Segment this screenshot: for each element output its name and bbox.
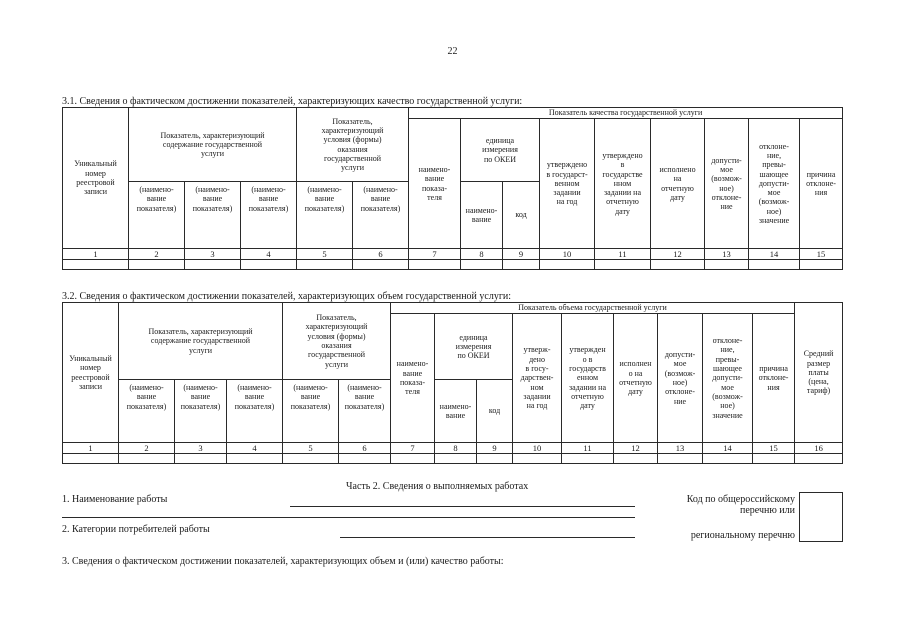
table-cell[interactable] (705, 260, 749, 270)
table-cell[interactable] (461, 260, 503, 270)
header-text-line: Показатель, характеризующий (148, 327, 253, 337)
item-3-heading: 3. Сведения о фактическом достижении показателей, характеризующих объем и (или) качество работы: (62, 556, 504, 567)
header-text-line: мое (673, 359, 687, 369)
header-text-line: теля (427, 192, 442, 202)
header-text-line: на (673, 174, 682, 184)
header-text-line: отклоне- (758, 373, 789, 383)
header-text-line: в государст- (546, 169, 588, 179)
header-unit-name (461, 182, 503, 249)
header-text-line: ние (673, 396, 687, 406)
header-text-line: теля (405, 387, 420, 397)
header-text-line: ния (767, 382, 780, 392)
table-row (63, 454, 843, 464)
header-text-line: наимено- (396, 359, 429, 369)
header-text-line: задании (523, 391, 551, 401)
column-number: 3 (175, 443, 227, 454)
header-text-line: Показатель, характеризующий (160, 130, 265, 140)
header-text-line: Уникальный (74, 159, 117, 169)
header-text-line: услуги (200, 149, 225, 159)
header-text-line: ния (814, 188, 828, 198)
header-text-line: мое (720, 164, 733, 174)
table-cell[interactable] (185, 260, 241, 270)
header-text-line: (наимено- (347, 383, 382, 392)
header-text-line: задании (553, 188, 581, 198)
section-3-2-heading: 3.2. Сведения о фактическом достижении показателей, характеризующих объем государственной услуги: (62, 291, 512, 302)
column-number: 13 (658, 443, 703, 454)
header-text-line: вание (424, 174, 445, 184)
header-unit-code: код (477, 380, 513, 443)
table-cell[interactable] (651, 260, 705, 270)
header-text-line: показателя) (290, 401, 331, 411)
header-approved-date (595, 119, 651, 249)
header-text-line: государственной (308, 350, 366, 360)
header-text-line: условия (формы) (307, 331, 366, 341)
column-number: 1 (63, 443, 119, 454)
header-text-line: вание (258, 194, 279, 204)
header-text-line: допусти- (711, 155, 742, 165)
header-text-line: (возмож- (712, 391, 743, 401)
column-number: 7 (391, 443, 435, 454)
header-text-line: характеризующий (305, 322, 368, 332)
header-text-line: о на (628, 368, 643, 378)
header-text-line: наимено- (439, 401, 472, 411)
header-text-line: содержание государственной (162, 139, 263, 149)
table-cell[interactable] (119, 454, 175, 464)
header-text-line: показателя) (248, 203, 289, 213)
column-number: 5 (297, 249, 353, 260)
header-text-line: (наимено- (237, 383, 272, 392)
header-text-line: наимено- (465, 205, 498, 215)
table-cell[interactable] (749, 260, 800, 270)
table-cell[interactable] (795, 454, 843, 464)
header-text-line: государственной (324, 153, 382, 163)
header-text-line: допусти- (664, 350, 696, 360)
header-text-line: шающее (713, 364, 742, 374)
header-text-line: единица (459, 332, 488, 342)
column-number: 10 (540, 249, 595, 260)
column-number: 2 (129, 249, 185, 260)
header-text-line: в (620, 160, 625, 170)
header-text-line: показателя) (360, 203, 401, 213)
work-name-field[interactable] (290, 506, 635, 507)
header-text-line: вание (146, 194, 167, 204)
header-approved-date (562, 314, 614, 443)
table-cell[interactable] (477, 454, 513, 464)
sub-indicator-name (339, 380, 391, 443)
column-number: 4 (227, 443, 283, 454)
header-text-line: Показатель, (332, 116, 373, 126)
header-text-line: мое (767, 188, 781, 198)
header-text-line: отчетную (606, 197, 639, 207)
header-text-line: ние (720, 202, 733, 212)
quality-indicators-table (62, 107, 843, 270)
header-text-line: вание (136, 392, 157, 402)
section-3-1-heading: 3.1. Сведения о фактическом достижении показателей, характеризующих качество государственной услуги: (62, 96, 523, 107)
header-text-line: дату (670, 192, 685, 202)
header-text-line: услуги (340, 163, 365, 173)
page-number: 22 (447, 46, 458, 57)
column-number: 11 (562, 443, 614, 454)
table-cell[interactable] (391, 454, 435, 464)
header-unique-number (63, 303, 119, 443)
header-text-line: ное) (719, 183, 734, 193)
header-text-line: о в (582, 354, 593, 364)
column-number: 14 (749, 249, 800, 260)
table-cell[interactable] (540, 260, 595, 270)
header-text-line: измерения (455, 341, 492, 351)
header-text-line: исполнено (659, 164, 696, 174)
header-text-line: показа- (422, 183, 447, 193)
column-number: 12 (651, 249, 705, 260)
header-text-line: утвержден (569, 345, 606, 355)
header-text-line: характеризующий (321, 125, 384, 135)
header-text-line: дату (615, 206, 630, 216)
header-text-line: услуги (324, 359, 349, 369)
consumers-field[interactable] (340, 537, 635, 538)
column-number: 10 (513, 443, 562, 454)
header-text-line: допусти- (758, 178, 790, 188)
header-unique-number (63, 108, 129, 249)
header-text-line: государстве (602, 169, 643, 179)
header-text-line: дено (529, 354, 545, 364)
header-text-line: по ОКЕИ (483, 154, 517, 164)
column-number: 16 (795, 443, 843, 454)
header-text-line: енном (577, 373, 599, 383)
header-text-line: (наимено- (183, 383, 218, 392)
header-excess-deviation (703, 314, 753, 443)
column-number: 7 (409, 249, 461, 260)
table-cell[interactable] (703, 454, 753, 464)
table-cell[interactable] (241, 260, 297, 270)
column-number: 14 (703, 443, 753, 454)
header-text-line: Уникальный (69, 353, 112, 363)
header-text-line: утверждено (546, 160, 588, 170)
column-number: 9 (503, 249, 540, 260)
table-cell[interactable] (175, 454, 227, 464)
column-number: 2 (119, 443, 175, 454)
header-text-line: венном (554, 178, 580, 188)
header-text-line: (наимено- (363, 185, 398, 194)
header-text-line: показа- (400, 378, 425, 387)
header-text-line: записи (84, 187, 107, 197)
header-allowed-deviation (658, 314, 703, 443)
header-text-line: вание (202, 194, 223, 204)
header-volume-indicator: Показатель объема государственной услуги (391, 303, 795, 314)
header-text-line: (возмож- (664, 368, 696, 378)
header-text-line: (наимено- (129, 383, 164, 392)
header-text-line: исполнен (619, 359, 652, 369)
header-text-line: нном (613, 178, 632, 188)
header-text-line: вание (190, 392, 211, 402)
header-text-line: услуги (188, 345, 213, 355)
header-text-line: ние, (720, 345, 735, 355)
header-text-line: (наимено- (251, 185, 286, 194)
table-cell[interactable] (503, 260, 540, 270)
header-text-line: вание (244, 392, 265, 402)
sub-indicator-name (227, 380, 283, 443)
table-cell[interactable] (353, 260, 409, 270)
code-input-box[interactable] (799, 492, 843, 542)
sub-indicator-name (175, 380, 227, 443)
column-numbers-row (63, 443, 843, 454)
header-text-line: номер (80, 363, 101, 373)
header-text-line: (наимено- (293, 383, 328, 392)
header-text-line: показателя) (234, 401, 275, 411)
work-name-label: 1. Наименование работы (62, 494, 168, 505)
sub-indicator-name (297, 182, 353, 249)
sub-indicator-name (119, 380, 175, 443)
header-text-line: отклоне- (712, 336, 743, 346)
header-text-line: наимено- (418, 164, 451, 174)
table-cell[interactable] (753, 454, 795, 464)
table-cell[interactable] (614, 454, 658, 464)
header-text-line: ное) (720, 401, 735, 411)
header-text-line: отклоне- (711, 192, 742, 202)
column-number: 15 (800, 249, 843, 260)
table-cell[interactable] (129, 260, 185, 270)
header-text-line: на год (556, 197, 578, 207)
header-text-line: вание (354, 392, 375, 402)
header-text-line: утверждено (602, 150, 643, 160)
header-text-line: показателя) (192, 203, 233, 213)
consumers-label: 2. Категории потребителей работы (62, 524, 210, 535)
header-text-line: (возмож- (711, 174, 742, 184)
header-unit-name (435, 380, 477, 443)
header-text-line: реестровой (76, 178, 115, 187)
header-text-line: утверж- (523, 345, 551, 355)
column-number: 8 (461, 249, 503, 260)
header-text-line: превы- (715, 354, 740, 364)
header-text-line: (цена, (808, 377, 829, 387)
sub-indicator-name (241, 182, 297, 249)
header-text-line: показателя) (136, 203, 177, 213)
table-cell[interactable] (800, 260, 843, 270)
header-text-line: размер (806, 358, 831, 368)
header-conditions-indicator (297, 108, 409, 182)
header-text-line: показателя) (126, 401, 167, 411)
table-cell[interactable] (227, 454, 283, 464)
column-number: 15 (753, 443, 795, 454)
code-label-line-1: Код по общероссийскому (686, 494, 795, 505)
header-text-line: шающее (759, 169, 789, 179)
header-text-line: показателя) (304, 203, 345, 213)
header-text-line: ное) (766, 206, 782, 216)
table-cell[interactable] (513, 454, 562, 464)
header-text-line: платы (808, 367, 829, 377)
code-label-line-3: региональному перечню (690, 530, 795, 541)
table-cell[interactable] (562, 454, 614, 464)
sub-indicator-name (283, 380, 339, 443)
header-text-line: (наимено- (139, 185, 174, 194)
header-text-line: дату (580, 401, 595, 411)
header-text-line: причина (759, 364, 788, 374)
header-text-line: отклоне- (806, 178, 836, 188)
header-text-line: отчетную (661, 183, 694, 193)
header-text-line: номер (85, 168, 106, 178)
header-text-line: ное) (672, 378, 688, 387)
header-approved-year (540, 119, 595, 249)
column-number: 6 (353, 249, 409, 260)
header-text-line: мое (721, 382, 734, 392)
column-number: 13 (705, 249, 749, 260)
table-row (63, 260, 843, 270)
volume-indicators-table (62, 302, 843, 464)
header-text-line: отклоне- (665, 387, 695, 397)
header-unit-okei (435, 314, 513, 380)
header-text-line: превы- (762, 160, 786, 170)
header-text-line: ном (530, 382, 544, 392)
header-text-line: задании на (604, 188, 642, 198)
header-text-line: на год (526, 401, 548, 411)
header-text-line: отклоне- (759, 141, 789, 151)
header-text-line: ние, (766, 150, 782, 160)
header-text-line: вание (471, 215, 492, 224)
header-deviation-reason (753, 314, 795, 443)
header-text-line: условия (формы) (323, 135, 382, 145)
part-2-title: Часть 2. Сведения о выполняемых работах (346, 481, 529, 492)
sub-indicator-name (129, 182, 185, 249)
header-approved-year (513, 314, 562, 443)
table-cell[interactable] (339, 454, 391, 464)
column-number: 4 (241, 249, 297, 260)
header-text-line: отчетную (571, 391, 604, 401)
header-text-line: записи (79, 381, 102, 391)
header-unit-code: код (503, 182, 540, 249)
column-number: 1 (63, 249, 129, 260)
header-text-line: вание (300, 392, 321, 402)
table-cell[interactable] (283, 454, 339, 464)
header-text-line: значение (758, 216, 790, 226)
header-text-line: единица (485, 136, 515, 146)
header-text-line: в госу- (525, 364, 549, 374)
table-cell[interactable] (435, 454, 477, 464)
header-text-line: (возмож- (758, 197, 790, 207)
header-text-line: измерения (482, 145, 518, 155)
column-number: 5 (283, 443, 339, 454)
column-number: 3 (185, 249, 241, 260)
header-text-line: по ОКЕИ (457, 351, 490, 361)
table-cell[interactable] (409, 260, 461, 270)
header-text-line: показателя) (344, 401, 385, 411)
header-text-line: вание (402, 368, 423, 378)
sub-indicator-name (353, 182, 409, 249)
header-text-line: государств (569, 364, 606, 374)
table-cell[interactable] (63, 454, 119, 464)
header-allowed-deviation (705, 119, 749, 249)
header-deviation-reason (800, 119, 843, 249)
header-text-line: (наимено- (195, 185, 230, 194)
header-text-line: Средний (803, 349, 834, 359)
header-text-line: оказания (321, 341, 352, 350)
table-cell[interactable] (297, 260, 353, 270)
column-number: 9 (477, 443, 513, 454)
header-content-indicator (129, 108, 297, 182)
header-text-line: причина (806, 169, 836, 179)
table-cell[interactable] (63, 260, 129, 270)
header-text-line: реестровой (71, 372, 110, 382)
work-name-field-line-2[interactable] (62, 517, 635, 518)
header-text-line: отчетную (619, 378, 652, 387)
header-text-line: значение (712, 410, 743, 420)
column-numbers-row (63, 249, 843, 260)
header-excess-deviation (749, 119, 800, 249)
column-number: 12 (614, 443, 658, 454)
header-indicator-name (409, 119, 461, 249)
header-quality-indicator: Показатель качества государственной услуги (409, 108, 843, 119)
header-text-line: вание (370, 194, 391, 204)
code-label-line-2: перечню или (739, 505, 795, 516)
header-text-line: задании на (569, 382, 607, 392)
header-indicator-name (391, 314, 435, 443)
header-average-price (795, 303, 843, 443)
header-text-line: тариф) (806, 386, 831, 396)
header-text-line: вание (445, 411, 466, 420)
column-number: 6 (339, 443, 391, 454)
column-number: 11 (595, 249, 651, 260)
header-unit-okei (461, 119, 540, 182)
column-number: 8 (435, 443, 477, 454)
header-text-line: показателя) (180, 401, 221, 411)
header-text-line: (наимено- (307, 185, 342, 194)
header-text-line: вание (314, 194, 335, 204)
sub-indicator-name (185, 182, 241, 249)
header-text-line: допусти- (712, 373, 743, 383)
header-actual (651, 119, 705, 249)
header-conditions-indicator (283, 303, 391, 380)
table-cell[interactable] (595, 260, 651, 270)
header-content-indicator (119, 303, 283, 380)
header-text-line: Показатель, (316, 313, 357, 323)
table-cell[interactable] (658, 454, 703, 464)
header-text-line: оказания (337, 144, 368, 154)
header-text-line: дату (628, 387, 643, 397)
header-text-line: содержание государственной (150, 336, 251, 346)
header-text-line: дарствен- (520, 373, 554, 383)
header-actual (614, 314, 658, 443)
